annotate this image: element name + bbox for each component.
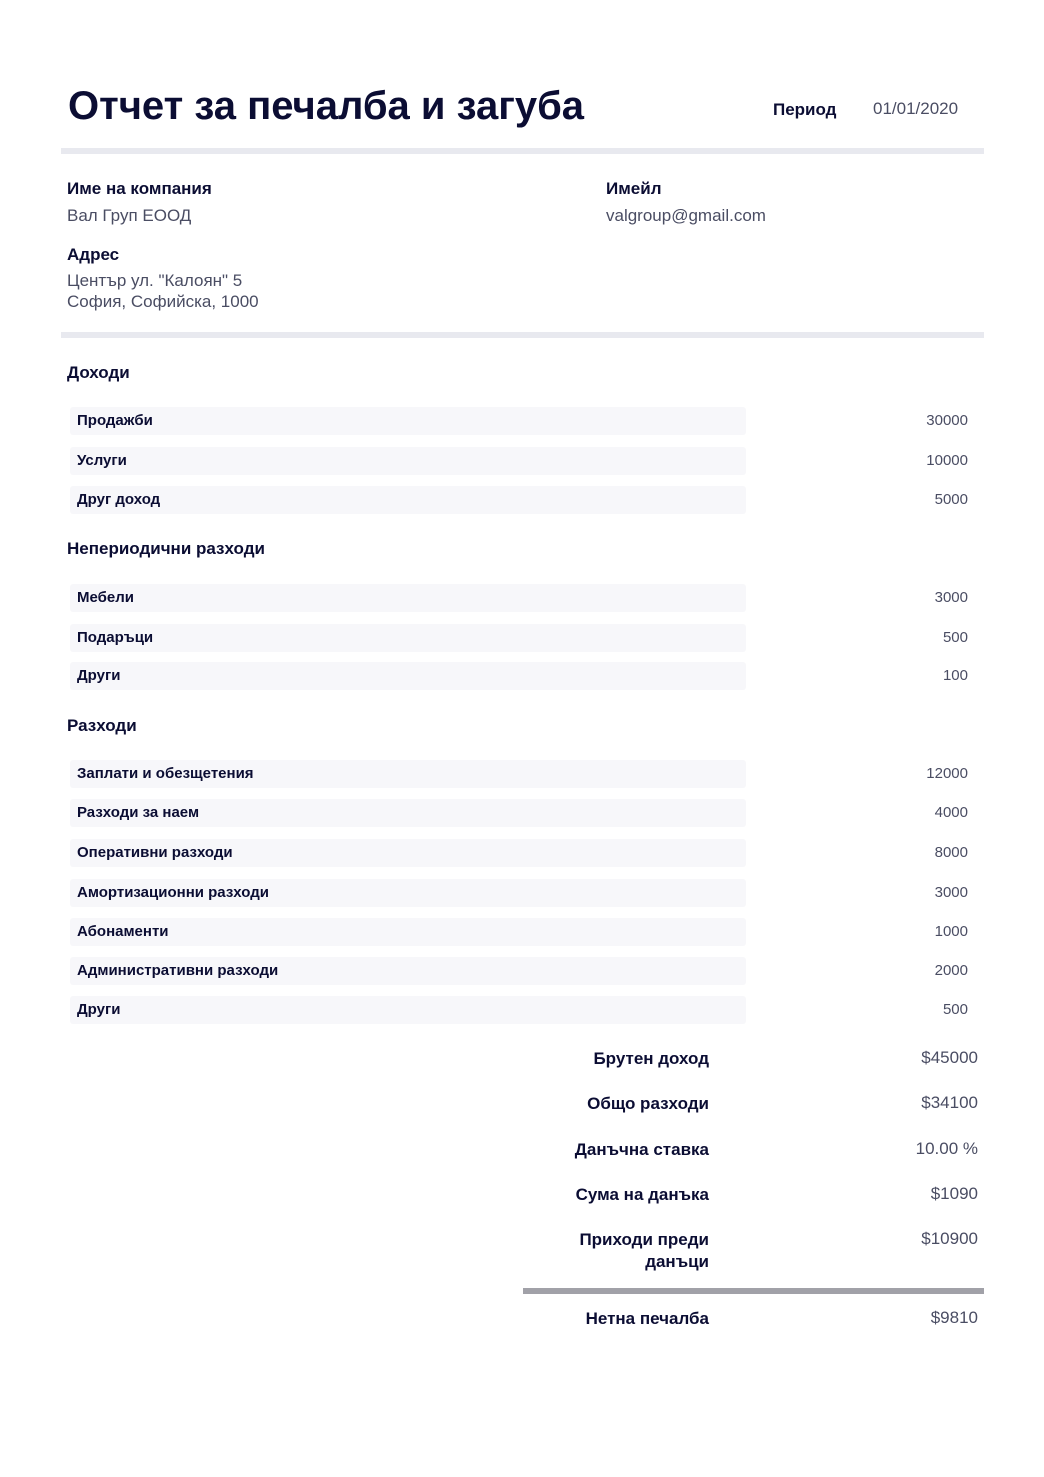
pretax-label-line-1: Приходи преди — [579, 1230, 709, 1249]
row-value: 1000 — [934, 923, 968, 940]
pretax-label-line-2: данъци — [645, 1252, 709, 1271]
row-label: Подаръци — [77, 629, 154, 646]
row-label: Продажби — [77, 412, 153, 429]
row-value: 10000 — [926, 452, 968, 469]
nonrecurring-row — [70, 662, 968, 690]
row-label: Административни разходи — [77, 962, 279, 979]
row-label: Абонаменти — [77, 923, 169, 940]
expense-row — [70, 879, 968, 907]
gross-income-label: Брутен доход — [593, 1049, 709, 1068]
net-profit-label: Нетна печалба — [585, 1309, 709, 1328]
pretax-income-value: $10900 — [921, 1229, 978, 1248]
address-line-2: София, Софийска, 1000 — [67, 292, 259, 311]
info-divider — [61, 332, 984, 338]
email-label: Имейл — [606, 179, 662, 198]
row-background — [70, 996, 746, 1024]
row-value: 500 — [942, 1001, 968, 1018]
row-background — [70, 624, 746, 652]
row-background — [70, 407, 746, 435]
income-section-title: Доходи — [67, 363, 130, 382]
row-label: Друг доход — [77, 491, 161, 508]
income-row — [70, 486, 968, 514]
tax-rate-label: Данъчна ставка — [574, 1140, 709, 1159]
pretax-income-label — [509, 1229, 709, 1273]
total-expenses-value: $34100 — [921, 1093, 978, 1112]
expense-row — [70, 996, 968, 1024]
period-label: Период — [773, 100, 837, 119]
row-background — [70, 447, 746, 475]
company-name-value: Вал Груп ЕООД — [67, 206, 192, 225]
net-profit-divider — [523, 1288, 984, 1294]
row-label: Оперативни разходи — [77, 844, 233, 861]
row-label: Заплати и обезщетения — [77, 765, 254, 782]
header-divider — [61, 148, 984, 154]
total-expenses-label: Общо разходи — [587, 1094, 709, 1113]
expense-row — [70, 799, 968, 827]
row-background — [70, 918, 746, 946]
tax-sum-label: Сума на данъка — [575, 1185, 709, 1204]
income-row — [70, 447, 968, 475]
address-label: Адрес — [67, 245, 120, 264]
row-background — [70, 584, 746, 612]
row-label: Разходи за наем — [77, 804, 200, 821]
period-value: 01/01/2020 — [873, 99, 959, 118]
row-background — [70, 662, 746, 690]
tax-sum-value: $1090 — [930, 1184, 978, 1203]
row-background — [70, 486, 746, 514]
nonrecurring-row — [70, 584, 968, 612]
row-value: 30000 — [926, 412, 968, 429]
row-value: 5000 — [934, 491, 968, 508]
expense-row — [70, 918, 968, 946]
expense-row — [70, 760, 968, 788]
row-value: 4000 — [934, 804, 968, 821]
net-profit-value: $9810 — [930, 1308, 978, 1327]
row-value: 3000 — [934, 884, 968, 901]
expenses-section-title: Разходи — [67, 716, 137, 735]
expense-row — [70, 839, 968, 867]
nonrecurring-section-title: Непериодични разходи — [67, 539, 265, 558]
row-value: 100 — [942, 667, 968, 684]
expense-row — [70, 957, 968, 985]
row-value: 12000 — [926, 765, 968, 782]
address-line-1: Център ул. "Калоян" 5 — [67, 271, 243, 290]
email-value: valgroup@gmail.com — [606, 206, 766, 225]
row-value: 500 — [942, 629, 968, 646]
row-value: 8000 — [934, 844, 968, 861]
page-title: Отчет за печалба и загуба — [68, 84, 585, 128]
report-header — [68, 84, 968, 134]
row-label: Амортизационни разходи — [77, 884, 269, 901]
row-label: Други — [77, 1001, 121, 1018]
nonrecurring-row — [70, 624, 968, 652]
income-row — [70, 407, 968, 435]
row-label: Други — [77, 667, 121, 684]
gross-income-value: $45000 — [921, 1048, 978, 1067]
row-value: 2000 — [934, 962, 968, 979]
company-name-label: Име на компания — [67, 179, 212, 198]
row-value: 3000 — [934, 589, 968, 606]
tax-rate-value: 10.00 % — [915, 1139, 978, 1158]
row-label: Услуги — [77, 452, 127, 469]
row-label: Мебели — [77, 589, 134, 606]
